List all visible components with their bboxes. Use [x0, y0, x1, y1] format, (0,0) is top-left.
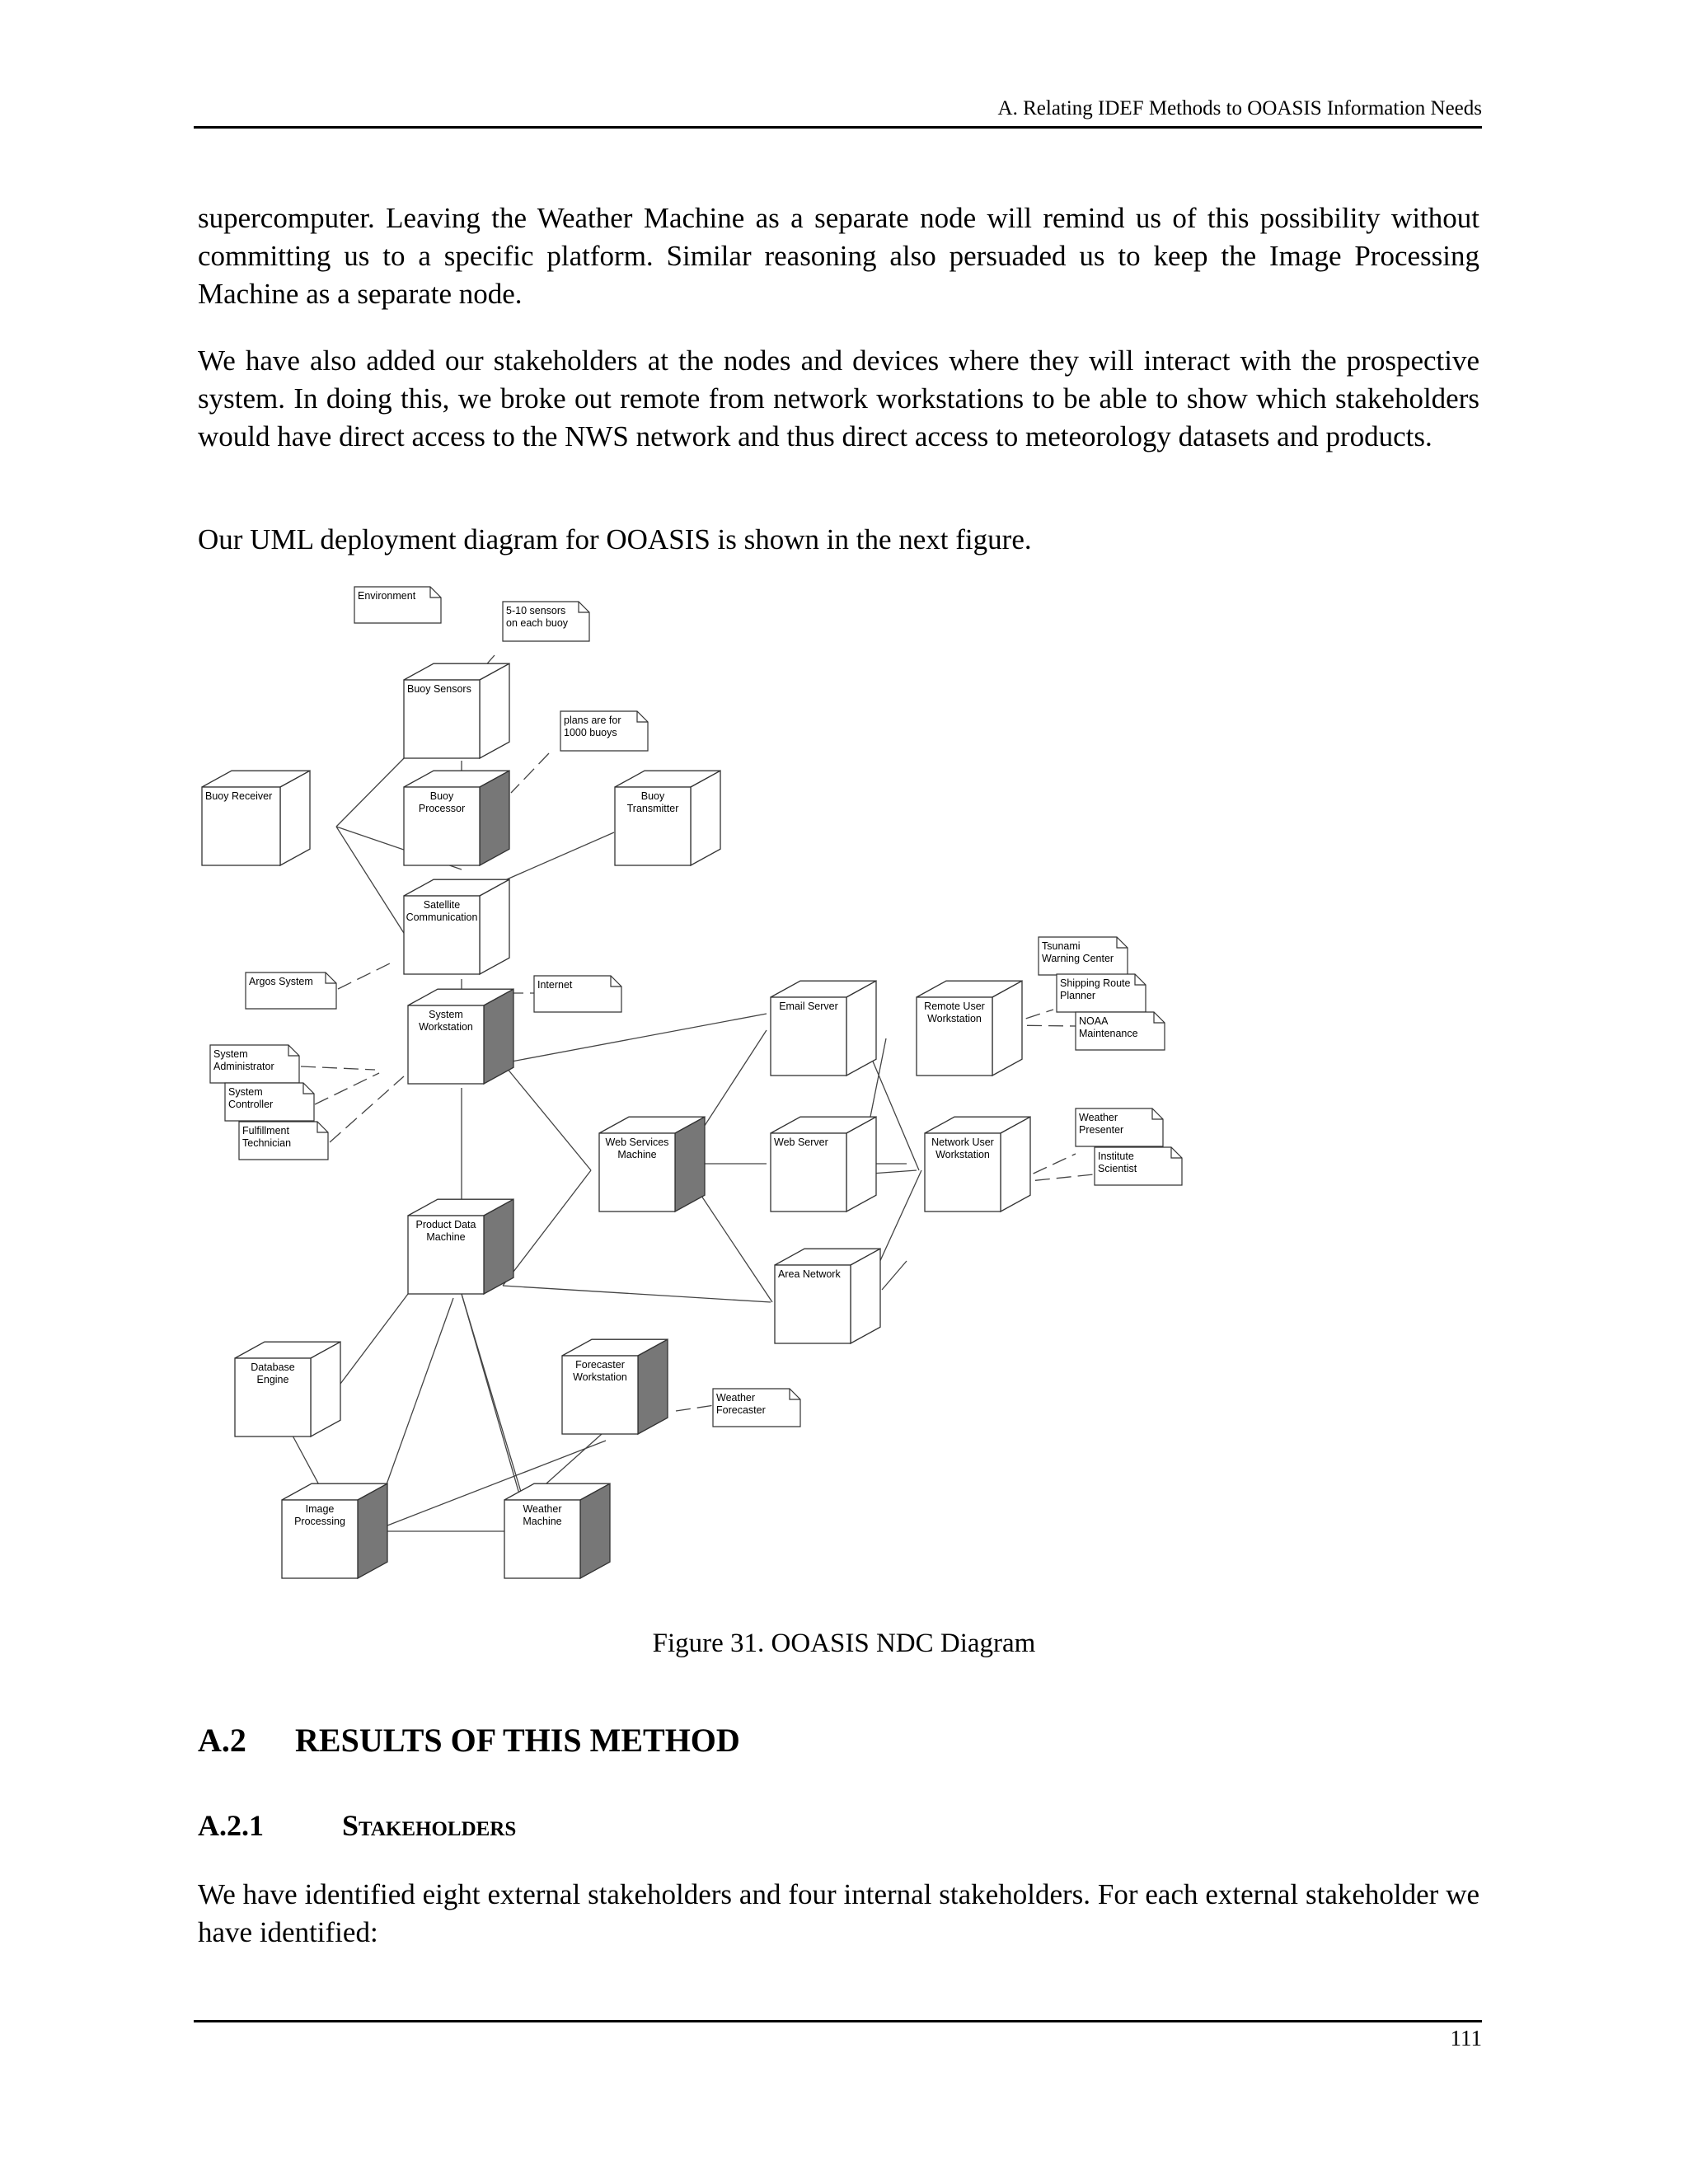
node-label: Network User	[931, 1137, 994, 1148]
note-label: Argos System	[249, 976, 313, 987]
node-buoy-processor	[404, 771, 509, 865]
node-label: Satellite	[423, 899, 461, 911]
node-label: Buoy	[640, 790, 665, 802]
body-paragraph-4: We have identified eight external stakeholders and four internal stakeholders. For each external stakeholder we have identified:	[198, 1878, 1479, 1948]
note-label: NOAA	[1079, 1015, 1109, 1027]
body-paragraph-3: Our UML deployment diagram for OOASIS is shown in the next figure.	[198, 523, 1032, 555]
note-label: Administrator	[213, 1061, 274, 1072]
note-shipping-route-planner	[1057, 974, 1146, 1012]
note-institute-scientist	[1095, 1147, 1182, 1185]
note-label: Internet	[537, 979, 573, 991]
note-weather-forecaster	[713, 1389, 800, 1427]
node-label: Product Data	[415, 1219, 476, 1230]
dependency-line	[330, 1076, 404, 1142]
note-system-administrator	[210, 1045, 299, 1083]
node-label: Database	[251, 1361, 295, 1373]
node-database-engine	[235, 1342, 340, 1436]
page-number: 111	[1450, 2026, 1482, 2050]
note-weather-presenter	[1076, 1108, 1163, 1146]
node-label: Machine	[617, 1149, 657, 1160]
node-web-server	[771, 1117, 876, 1212]
association-line	[882, 1261, 907, 1290]
subsection-heading-a21	[198, 1808, 516, 1843]
node-label: Web Services	[605, 1137, 669, 1148]
node-system-workstation	[408, 989, 513, 1084]
node-label: Workstation	[419, 1021, 473, 1033]
association-line	[462, 1294, 523, 1500]
dependency-line	[315, 1073, 379, 1104]
node-product-data-machine	[408, 1199, 513, 1294]
node-label: Machine	[426, 1231, 466, 1243]
node-label: Image	[305, 1503, 335, 1515]
note-label: Technician	[242, 1137, 292, 1149]
node-web-services-machine	[599, 1117, 705, 1212]
node-forecaster-workstation	[562, 1339, 668, 1434]
note-system-controller	[225, 1083, 314, 1121]
node-label: Area Network	[778, 1268, 841, 1280]
subsection-title: Stakeholders	[342, 1809, 517, 1842]
association-line	[336, 827, 408, 940]
footer-rule	[194, 2020, 1482, 2022]
note-label: System	[228, 1086, 263, 1098]
node-label: System	[429, 1009, 463, 1020]
note-label: System	[213, 1048, 248, 1060]
note-label: Planner	[1060, 990, 1096, 1001]
note-internet	[534, 976, 621, 1012]
node-network-user-workstation	[925, 1117, 1030, 1212]
node-label: Processing	[294, 1516, 345, 1527]
node-label: Machine	[523, 1516, 562, 1527]
dependency-line	[676, 1405, 715, 1411]
body-paragraph-2: We have also added our stakeholders at the nodes and devices where they will interact with the prospective system. In doing this, we broke out remote from network workstations to be able to show which stakeholders would have direct access to the NWS network and thus direct access to meteorology datasets and products.	[198, 344, 1479, 452]
note-label: Weather	[1079, 1112, 1118, 1123]
dependency-line	[301, 1066, 375, 1070]
note-label: Scientist	[1098, 1163, 1137, 1174]
node-label: Forecaster	[575, 1359, 625, 1371]
node-email-server	[771, 981, 876, 1076]
header-rule	[194, 126, 1482, 129]
note-label: Institute	[1098, 1151, 1134, 1162]
note-label: plans are for	[564, 715, 621, 726]
association-line	[503, 1170, 591, 1286]
association-line	[503, 1063, 591, 1170]
node-label: Email Server	[779, 1001, 838, 1012]
node-label: Buoy Receiver	[205, 790, 273, 802]
dependency-line	[338, 963, 392, 989]
node-label: Buoy	[429, 790, 454, 802]
node-label: Communication	[406, 912, 478, 923]
node-label: Weather	[523, 1503, 562, 1515]
node-label: Processor	[418, 803, 466, 814]
node-buoy-sensors	[404, 663, 509, 758]
node-label: Web Server	[774, 1137, 828, 1148]
node-satellite-communication	[404, 879, 509, 974]
subsection-number: A.2.1	[198, 1809, 264, 1842]
node-label: Workstation	[927, 1013, 982, 1024]
node-remote-user-workstation	[917, 981, 1022, 1076]
node-label: Engine	[256, 1374, 289, 1385]
note-label: 1000 buoys	[564, 727, 617, 738]
note-label: Tsunami	[1042, 940, 1081, 952]
node-image-processing	[282, 1483, 387, 1578]
section-heading-a2	[198, 1721, 740, 1760]
node-label: Workstation	[573, 1371, 627, 1383]
note-label: Controller	[228, 1099, 274, 1110]
dependency-line	[511, 753, 549, 793]
note-label: Warning Center	[1042, 953, 1114, 964]
node-label: Buoy Sensors	[407, 683, 471, 695]
section-title: RESULTS OF THIS METHOD	[295, 1722, 740, 1759]
association-line	[336, 754, 408, 827]
note-label: Environment	[358, 590, 416, 602]
node-weather-machine	[504, 1483, 610, 1578]
note-tsunami-warning-center	[1039, 937, 1128, 975]
node-buoy-receiver	[202, 771, 310, 865]
node-buoy-transmitter	[615, 771, 720, 865]
section-number: A.2	[198, 1722, 246, 1759]
association-line	[503, 1286, 771, 1302]
node-label: Remote User	[924, 1001, 985, 1012]
note-label: Weather	[716, 1392, 756, 1404]
note-label: Presenter	[1079, 1124, 1124, 1136]
association-line	[338, 1294, 408, 1387]
note-label: Shipping Route	[1060, 977, 1131, 989]
deployment-diagram	[190, 577, 1212, 1615]
association-line	[501, 832, 614, 882]
note-label: 5-10 sensors	[506, 605, 566, 616]
note-sensors-per-buoy	[503, 602, 589, 641]
node-label: Workstation	[935, 1149, 990, 1160]
note-environment	[354, 587, 441, 623]
node-area-network	[775, 1249, 880, 1343]
note-label: on each buoy	[506, 617, 569, 629]
figure-caption: Figure 31. OOASIS NDC Diagram	[652, 1629, 1036, 1658]
node-label: Transmitter	[626, 803, 679, 814]
body-paragraph-1: supercomputer. Leaving the Weather Machine as a separate node will remind us of this possibility without committing us to a specific platform. Similar reasoning also persuaded us to keep the Image Processing Machine as a separate node.	[198, 202, 1479, 310]
association-line	[503, 1014, 767, 1063]
running-header: A. Relating IDEF Methods to OOASIS Information Needs	[997, 97, 1482, 120]
note-argos-system	[246, 972, 336, 1009]
note-label: Maintenance	[1079, 1028, 1138, 1039]
note-noaa-maintenance	[1076, 1012, 1165, 1050]
note-fulfillment-technician	[239, 1122, 328, 1160]
note-label: Fulfillment	[242, 1125, 289, 1137]
note-buoy-plans	[560, 711, 648, 751]
note-label: Forecaster	[716, 1404, 766, 1416]
